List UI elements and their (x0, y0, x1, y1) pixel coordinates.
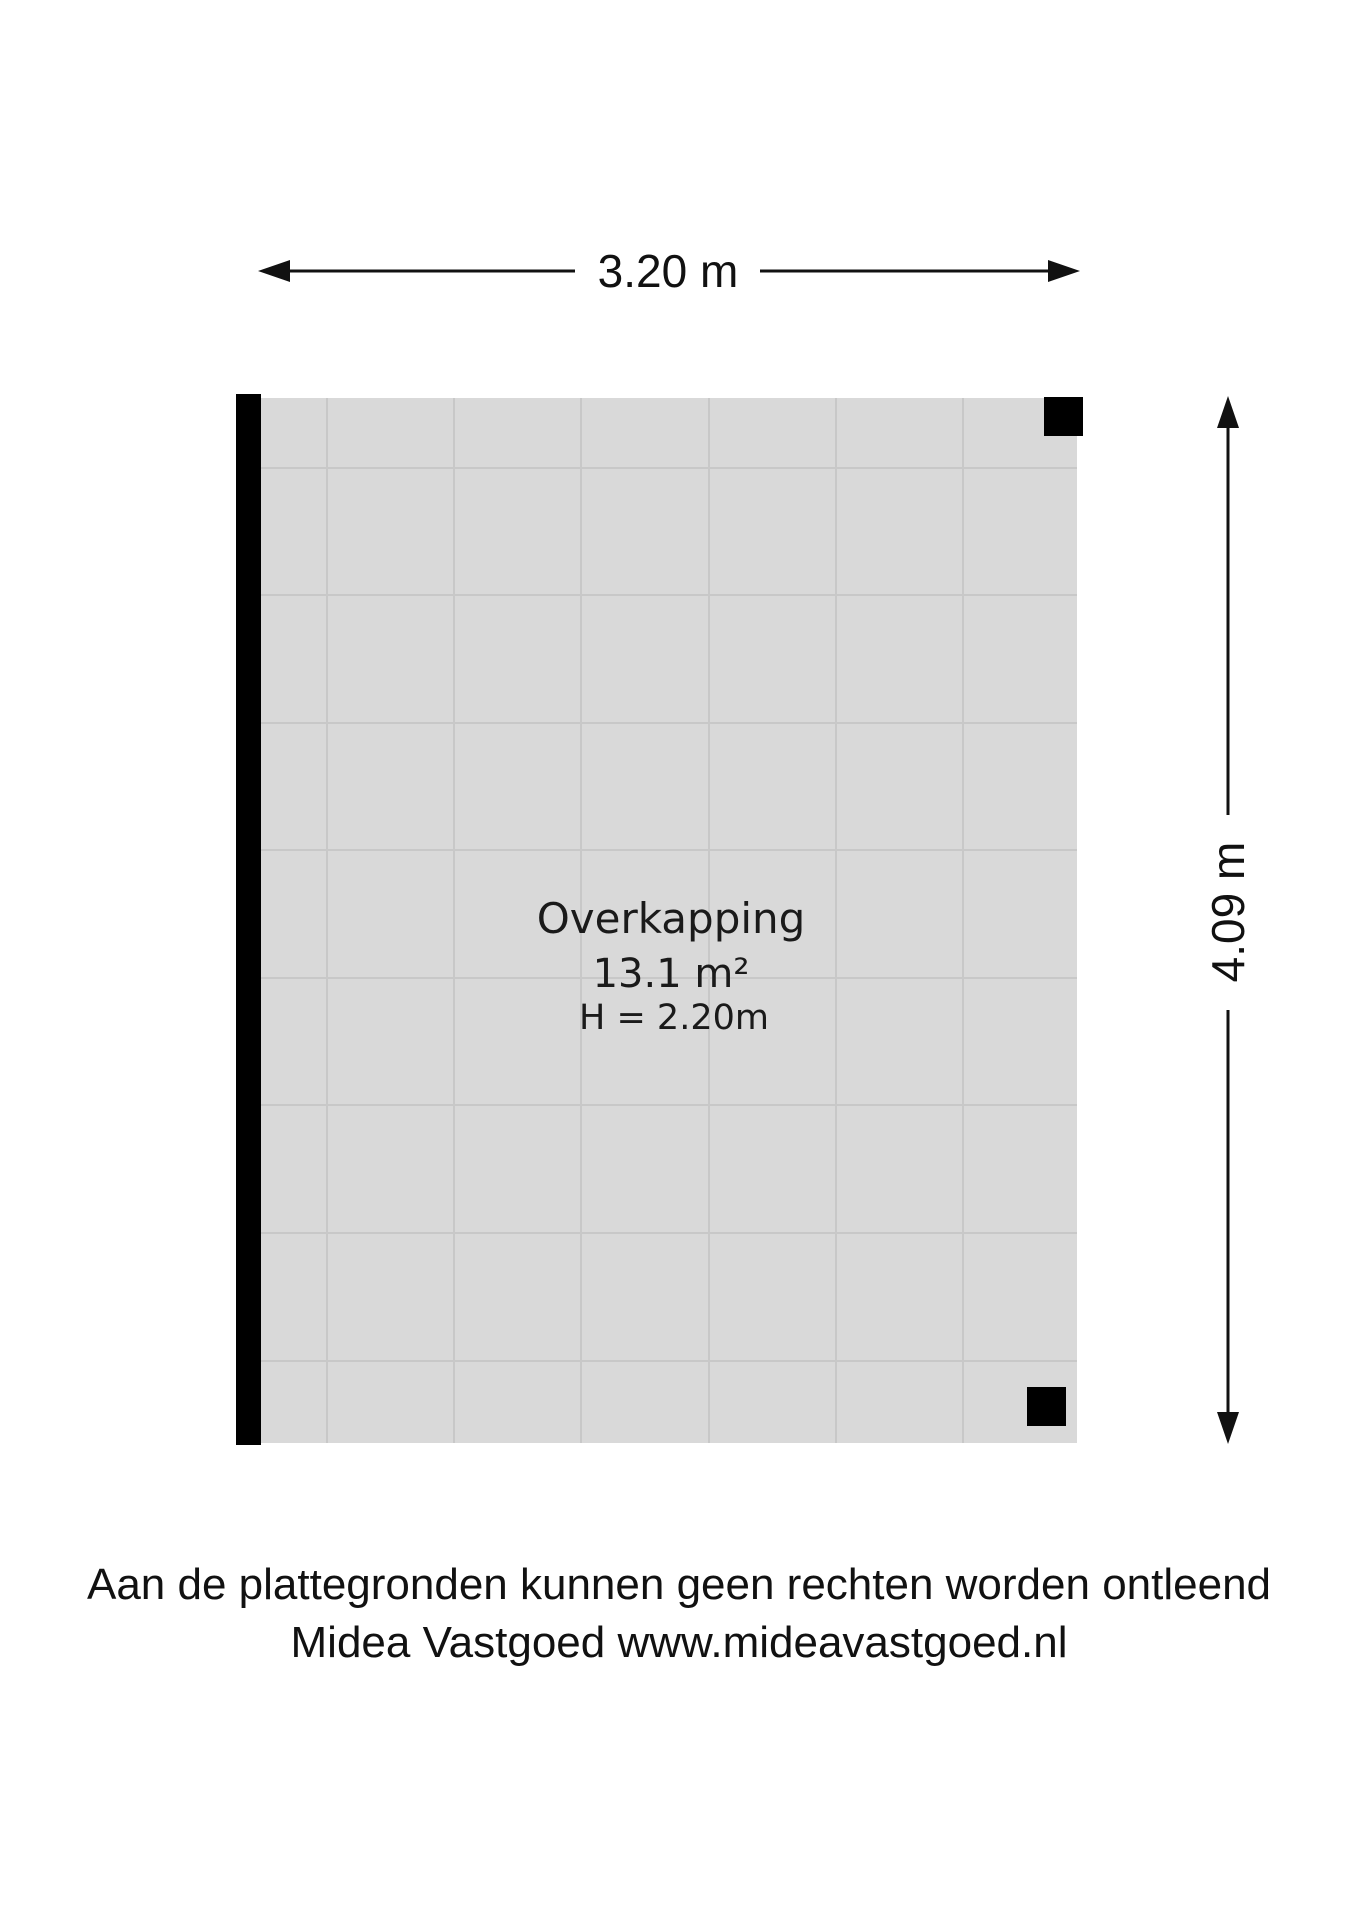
room-name: Overkapping (536, 894, 806, 943)
room-area: 13.1 m² (592, 951, 750, 997)
height-label: 4.09 m (1202, 841, 1254, 983)
arrow-left-icon (258, 260, 290, 282)
height-dimension (1202, 396, 1254, 1444)
credit-text: Midea Vastgoed www.mideavastgoed.nl (290, 1618, 1068, 1667)
room-overkapping (236, 394, 1083, 1445)
arrow-right-icon (1048, 260, 1080, 282)
disclaimer-text: Aan de plattegronden kunnen geen rechten worden ontleend (86, 1560, 1272, 1609)
width-label: 3.20 m (597, 245, 739, 297)
post-top-right (1044, 397, 1083, 436)
arrow-down-icon (1217, 1412, 1239, 1444)
width-dimension (258, 245, 1080, 297)
wall (236, 394, 261, 1445)
arrow-up-icon (1217, 396, 1239, 428)
post-bottom-right (1027, 1387, 1066, 1426)
room-height: H = 2.20m (579, 998, 769, 1038)
